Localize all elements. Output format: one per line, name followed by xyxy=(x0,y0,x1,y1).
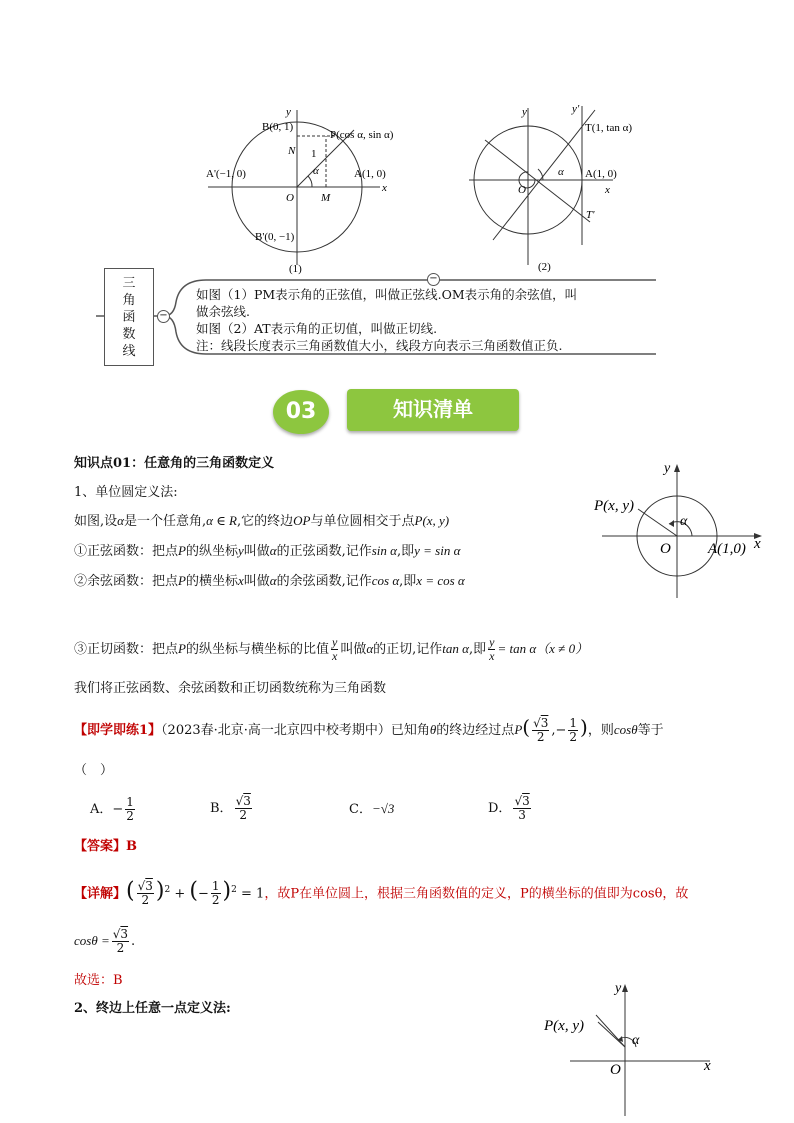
fig4-y-label: y xyxy=(615,981,622,996)
mindmap-line: 如图（1）PM表示角的正弦值，叫做正弦线.OM表示角的余弦值，叫 xyxy=(196,287,578,302)
figure-unit-circle-point xyxy=(590,458,770,603)
kp2-sub-heading: 2、终边上任意一点定义法: xyxy=(74,1001,231,1016)
exercise-tag: 【即学即练1】 xyxy=(74,723,162,738)
choice-line: 故选：B xyxy=(74,973,123,988)
exercise-question: 【即学即练1】（2023春·北京·高一北京四中校考期中）已知角θ的终边经过点P( $\frac{√3}{2}$ ,− $\frac{1}{2}$ )，则cosθ等于 xyxy=(74,715,664,744)
fig3-alpha-label: α xyxy=(680,514,688,529)
section-number-badge xyxy=(273,390,329,434)
fig1-p-label: P(cos α, sin α) xyxy=(330,129,394,141)
fig1-alpha-label: α xyxy=(313,165,319,177)
section-title-banner xyxy=(347,389,519,431)
fig2-yprime-label: y' xyxy=(572,103,580,115)
kp1-summary: 我们将正弦函数、余弦函数和正切函数统称为三角函数 xyxy=(74,681,387,696)
fig2-alpha-label: α xyxy=(558,166,564,178)
fig4-x-label: x xyxy=(704,1058,711,1074)
fig1-n-label: N xyxy=(288,145,296,157)
fig2-a-label: A(1, 0) xyxy=(585,168,617,180)
detail-tag: 【详解】 xyxy=(74,886,127,902)
option-b[interactable]: B． $\frac{√3}{2}$ xyxy=(210,794,251,822)
fig1-a-label: A(1, 0) xyxy=(354,168,386,180)
fig3-origin-label: O xyxy=(660,541,671,557)
option-a[interactable]: A．− $\frac{1}{2}$ xyxy=(90,795,134,823)
mindmap-title-char: 角 xyxy=(122,293,136,308)
mindmap-line: 做余弦线. xyxy=(196,304,250,319)
kp1-cosine-def: ②余弦函数：把点P的横坐标x叫做α的余弦函数,记作cos α,即x = cos α xyxy=(74,573,465,589)
fig1-bprime-label: B'(0, −1) xyxy=(255,231,295,243)
mindmap-collapse-top-button[interactable]: − xyxy=(427,273,440,286)
fig1-x-label: x xyxy=(382,182,387,194)
fig1-m-label: M xyxy=(321,192,331,204)
mindmap-title-char: 线 xyxy=(122,344,136,359)
fig4-origin-label: O xyxy=(610,1062,621,1078)
fig2-t-label: T(1, tan α) xyxy=(585,122,632,134)
figure-terminal-side-point xyxy=(540,978,730,1118)
option-c[interactable]: C．−√3 xyxy=(349,801,395,817)
fig2-x-label: x xyxy=(605,184,610,196)
fig1-origin-label: O xyxy=(286,192,294,204)
fig1-radius-label: 1 xyxy=(311,148,317,160)
fig2-origin-label: O xyxy=(518,184,526,196)
mindmap-notes xyxy=(196,286,577,354)
fig1-caption: (1) xyxy=(289,263,302,275)
fig1-aprime-label: A'(−1, 0) xyxy=(206,168,246,180)
fig3-x-label: x xyxy=(754,536,761,552)
detail-result: cosθ = $\frac{√3}{2}$ . xyxy=(74,927,136,955)
answer-line xyxy=(74,838,137,856)
kp1-tangent-def: ③正切函数：把点P的纵坐标与横坐标的比值 $\frac{y}{x}$ 叫做α的正切,记作tan α,即 $\frac{y}{x}$ = tan α（x ≠ 0） xyxy=(74,635,589,663)
fig3-a-label: A(1,0) xyxy=(708,541,746,557)
option-d[interactable]: D． $\frac{√3}{3}$ xyxy=(488,794,530,822)
fig1-y-label: y xyxy=(286,106,291,118)
fig2-y-label: y xyxy=(522,106,527,118)
fig2-caption: (2) xyxy=(538,261,551,273)
exercise-blank: （ ） xyxy=(74,763,114,778)
figure-unit-circle-tangent xyxy=(465,100,635,275)
kp1-heading: 知识点01：任意角的三角函数定义 xyxy=(74,456,275,471)
kp1-intro: 如图,设α是一个任意角,α ∈ R,它的终边OP与单位圆相交于点P(x, y) xyxy=(74,513,450,529)
answer-tag: 【答案】 xyxy=(74,839,127,854)
mindmap-line: 注：线段长度表示三角函数值大小，线段方向表示三角函数值正负. xyxy=(196,338,563,353)
fig4-p-label: P(x, y) xyxy=(544,1018,584,1034)
mindmap-collapse-left-button[interactable]: − xyxy=(157,310,170,323)
fig2-tprime-label: T' xyxy=(586,209,595,221)
mindmap-title-box xyxy=(104,268,154,366)
fig4-alpha-label: α xyxy=(632,1033,640,1048)
section-number: 03 xyxy=(285,399,317,424)
answer-value: B xyxy=(126,839,138,854)
kp1-sub-heading: 1、单位圆定义法: xyxy=(74,485,178,500)
detail-line: 【详解】( $\frac{√3}{2}$ )$^2$ + (− $\frac{1}{2}$ )$^2$ = 1，故P在单位圆上，根据三角函数值的定义，P的横坐标的值即为cosθ，故 xyxy=(74,878,689,908)
figure-unit-circle-sine-cosine xyxy=(200,100,420,275)
fig1-b-label: B(0, 1) xyxy=(262,121,294,133)
kp1-sine-def: ①正弦函数：把点P的纵坐标y叫做α的正弦函数,记作sin α,即y = sin α xyxy=(74,543,461,559)
mindmap-block xyxy=(96,262,676,372)
mindmap-title-char: 三 xyxy=(122,276,136,291)
fig3-y-label: y xyxy=(664,461,671,476)
fig3-p-label: P(x, y) xyxy=(594,498,634,514)
mindmap-title-char: 数 xyxy=(122,327,136,342)
section-title: 知识清单 xyxy=(393,397,473,421)
mindmap-line: 如图（2）AT表示角的正切值，叫做正切线. xyxy=(196,321,438,336)
mindmap-title-char: 函 xyxy=(122,310,136,325)
